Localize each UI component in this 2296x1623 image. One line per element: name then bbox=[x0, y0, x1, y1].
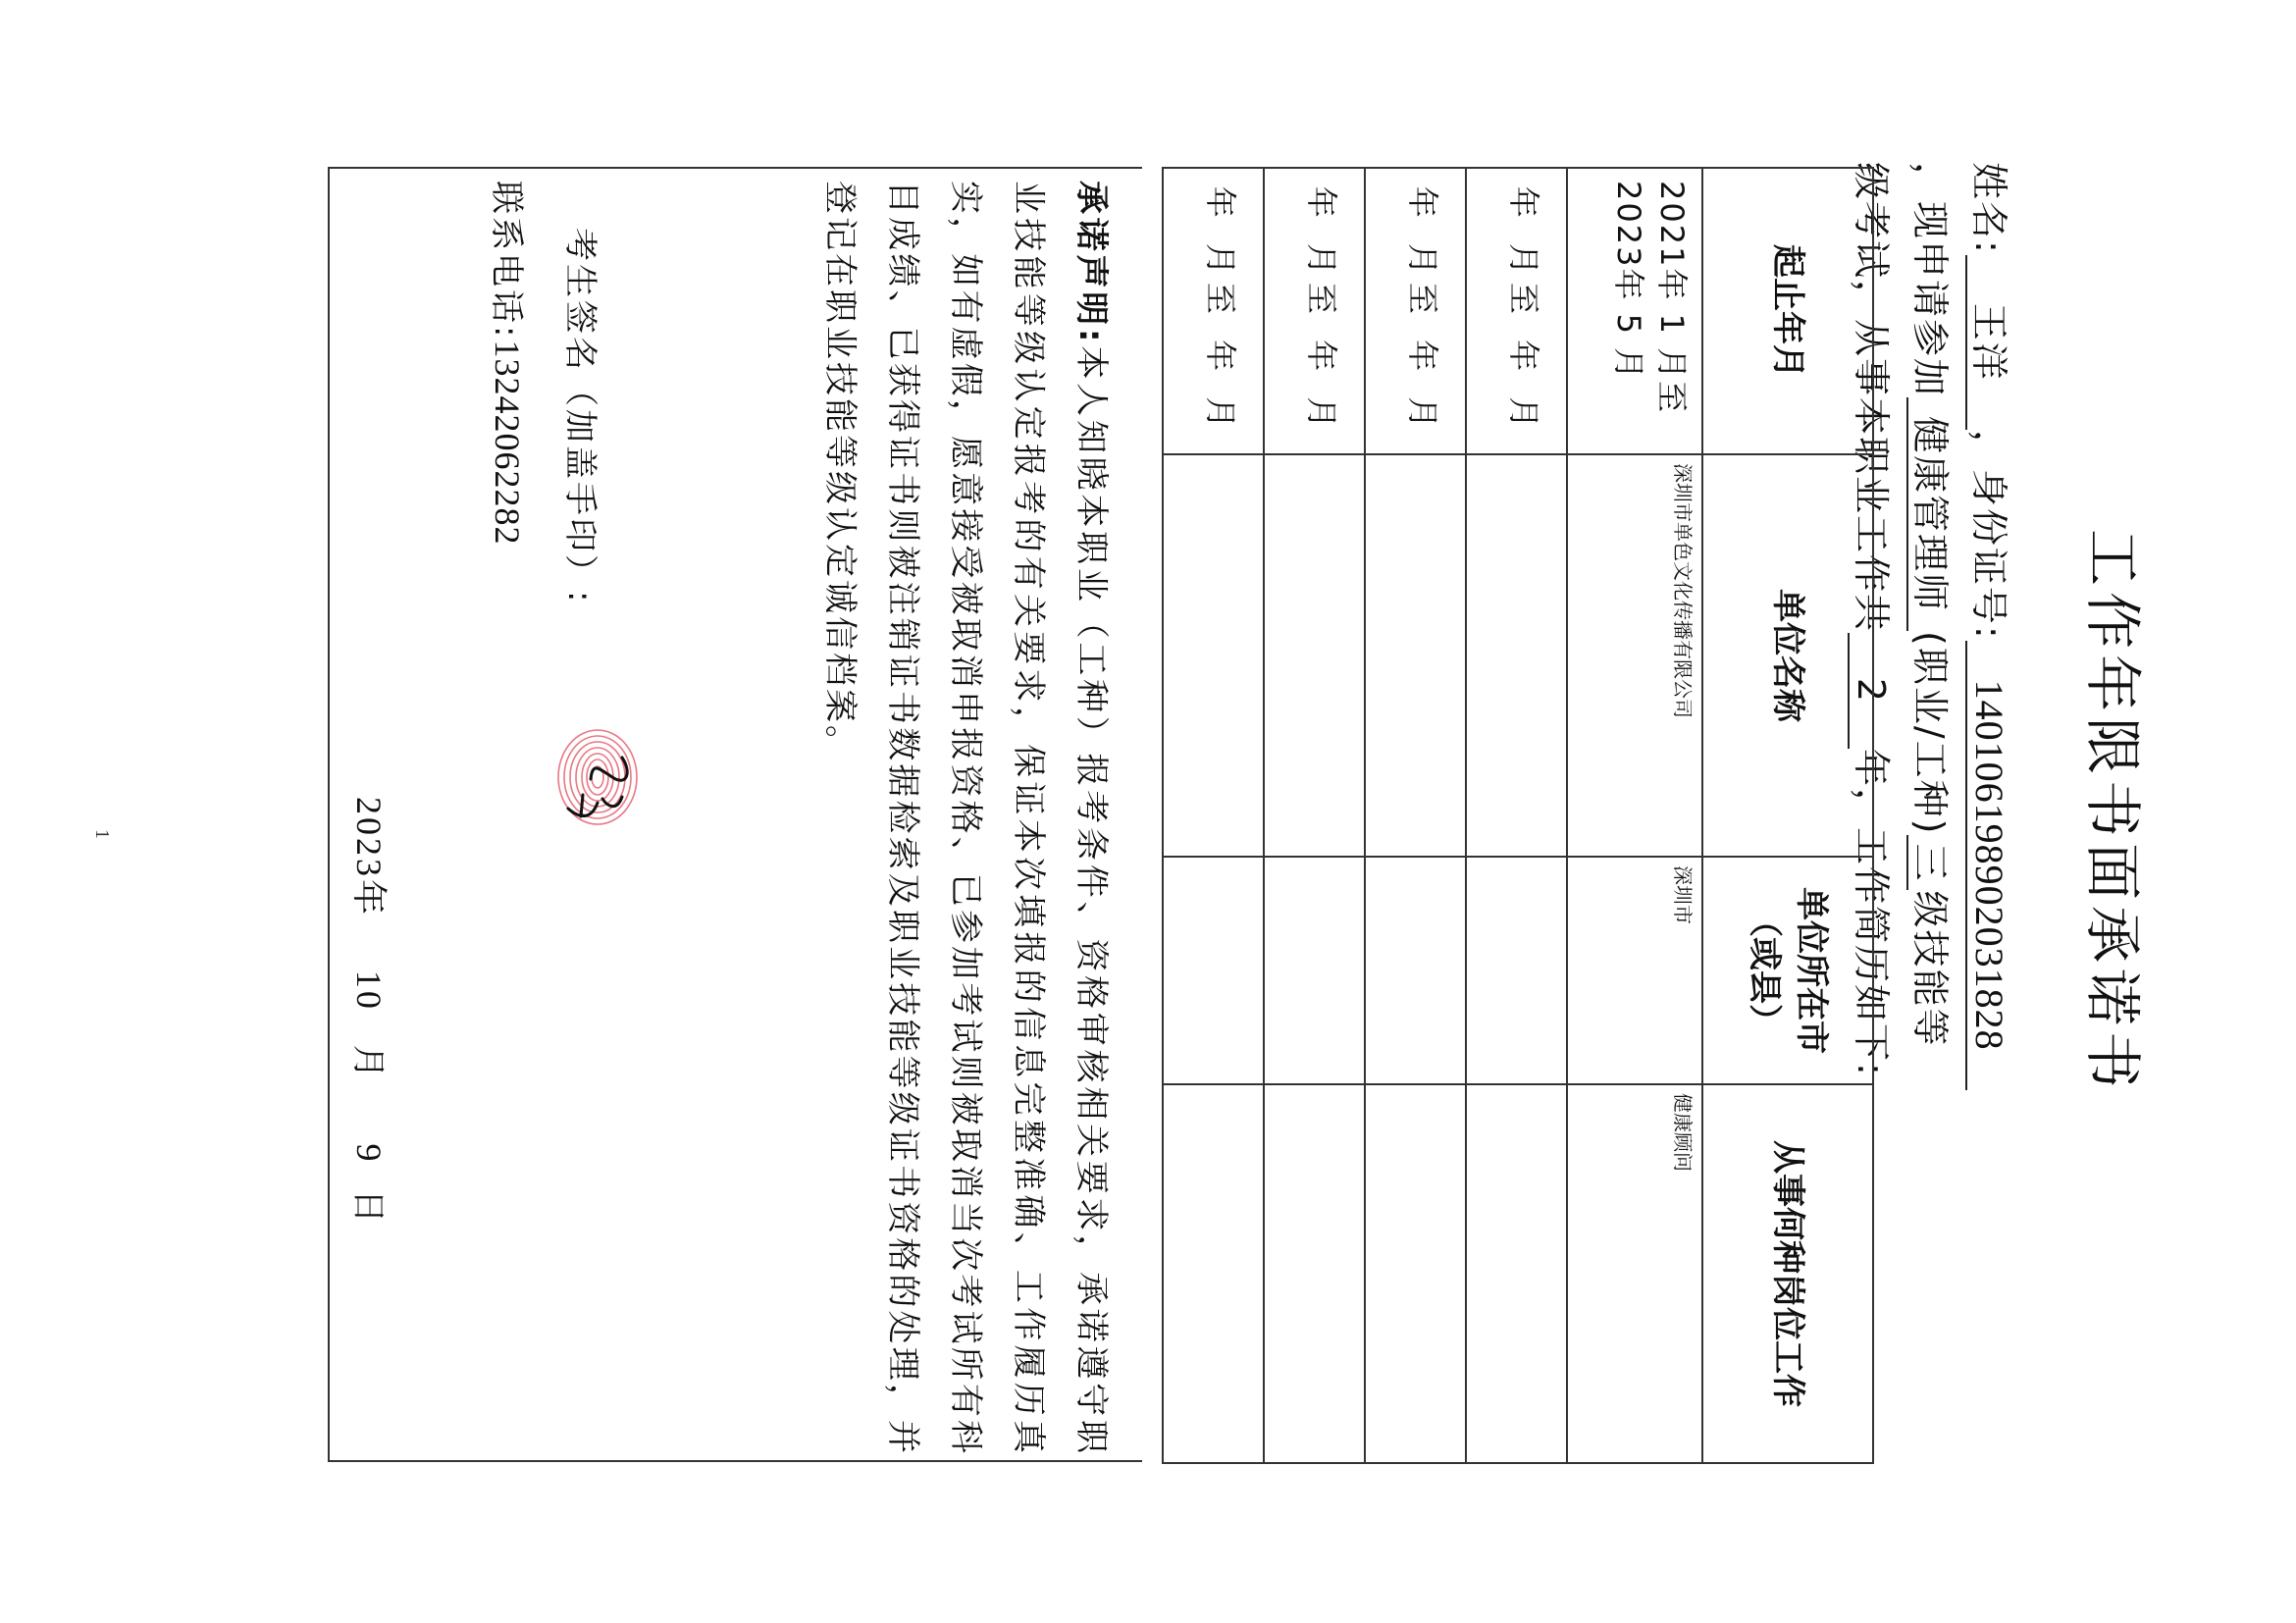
pledge-section bbox=[328, 167, 1142, 1462]
experience-label: 级考试，从事本职业工作共 bbox=[1850, 162, 1893, 634]
table-row bbox=[1466, 168, 1567, 1463]
occupation-field: 健康管理师 bbox=[1906, 397, 1952, 631]
row-period: 年 月至 年 月 bbox=[1365, 168, 1466, 454]
row-city bbox=[1365, 857, 1466, 1084]
date-month: 10 bbox=[349, 969, 389, 1012]
row-employer bbox=[1163, 454, 1264, 857]
table-row bbox=[1264, 168, 1365, 1463]
row-employer bbox=[1264, 454, 1365, 857]
row-employer: 深圳市单色文化传播有限公司 bbox=[1567, 454, 1702, 857]
years-field: 2 bbox=[1848, 633, 1893, 749]
experience-suffix: 年，工作简历如下: bbox=[1850, 749, 1893, 1077]
table-row bbox=[1567, 168, 1702, 1463]
row-position bbox=[1365, 1084, 1466, 1463]
intro-line-1 bbox=[1957, 162, 2016, 1536]
name-label: 姓名: bbox=[1967, 162, 2010, 255]
date-year: 2023年 bbox=[349, 797, 389, 918]
phone-number: 13242062282 bbox=[488, 340, 527, 546]
date-day-unit: 日 bbox=[348, 1189, 388, 1227]
pledge-body: 本人知晓本职业（工种）报考条件、资格审核相关要求，承诺遵守职业技能等级认定报考的有关要求，保证本次填报的信息完整准确、工作履历真实，如有虚假，愿意接受被取消申报资格、已参加考试则被取消当次考试所有科目成绩、已获得证书则被注销证书数据检索及职业技能等级证书资格的处理，并登记在职业技能等级认定诚信档案。 bbox=[820, 181, 1111, 1456]
header-employer: 单位名称 bbox=[1702, 454, 1873, 857]
header-city: 单位所在市（或县） bbox=[1702, 857, 1873, 1084]
intro-line-2 bbox=[1899, 162, 1957, 1536]
row-period: 年 月至 年 月 bbox=[1466, 168, 1567, 454]
work-history-table bbox=[1162, 167, 1874, 1464]
row-employer bbox=[1466, 454, 1567, 857]
row-city: 深圳市 bbox=[1567, 857, 1702, 1084]
name-field: 王洋 bbox=[1965, 255, 2010, 430]
table-row bbox=[1163, 168, 1264, 1463]
occupation-suffix: (职业/工种) bbox=[1908, 631, 1952, 836]
row-position bbox=[1163, 1084, 1264, 1463]
row-city bbox=[1466, 857, 1567, 1084]
pledge-label: 承诺声明: bbox=[1071, 181, 1111, 345]
date-day: 9 bbox=[349, 1143, 389, 1165]
row-position: 健康顾问 bbox=[1567, 1084, 1702, 1463]
sign-date bbox=[346, 797, 396, 1226]
row-period: 年 月至 年 月 bbox=[1264, 168, 1365, 454]
header-position: 从事何种岗位工作 bbox=[1702, 1084, 1873, 1463]
row-period: 2021年 1 月至2023年 5 月 bbox=[1567, 168, 1702, 454]
row-position bbox=[1264, 1084, 1365, 1463]
table-row bbox=[1365, 168, 1466, 1463]
document-title: 工作年限书面承诺书 bbox=[2079, 528, 2146, 1094]
level-suffix: 级技能等 bbox=[1908, 890, 1952, 1048]
fingerprint-and-signature-image bbox=[544, 718, 652, 865]
signature-label: 考生签名（加盖手印）: bbox=[560, 228, 600, 605]
row-city bbox=[1163, 857, 1264, 1084]
pledge-statement bbox=[809, 181, 1122, 1456]
id-number-field: 140106198902031828 bbox=[1965, 641, 2010, 1090]
level-field: 三 bbox=[1906, 835, 1952, 890]
row-employer bbox=[1365, 454, 1466, 857]
row-period: 年 月至 年 月 bbox=[1163, 168, 1264, 454]
table-header-row bbox=[1702, 168, 1873, 1463]
phone-line bbox=[486, 181, 534, 545]
page-number: 1 bbox=[91, 829, 113, 839]
row-city bbox=[1264, 857, 1365, 1084]
row-position bbox=[1466, 1084, 1567, 1463]
apply-label: ，现申请参加 bbox=[1908, 162, 1952, 398]
id-label: ，身份证号: bbox=[1967, 429, 2010, 641]
signature-line bbox=[559, 228, 607, 604]
phone-label: 联系电话: bbox=[487, 181, 526, 340]
date-month-unit: 月 bbox=[348, 1044, 388, 1081]
header-period: 起止年月 bbox=[1702, 168, 1873, 454]
